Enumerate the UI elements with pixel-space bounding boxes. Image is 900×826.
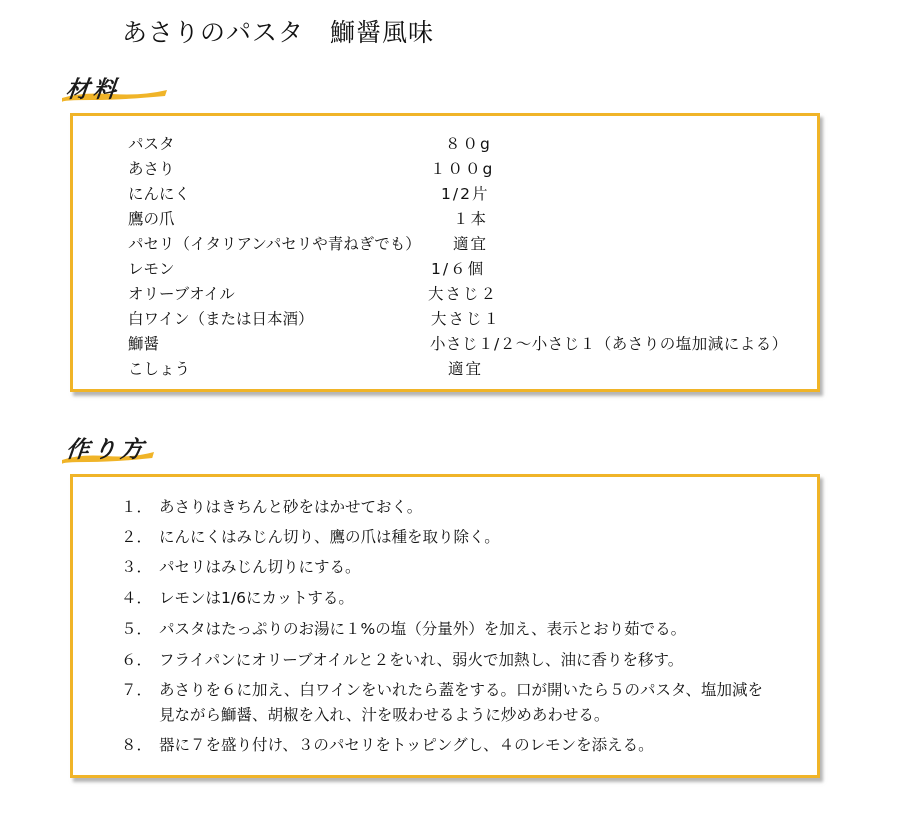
step-text: パセリはみじん切りにする。 — [159, 558, 361, 576]
step-number: ２． — [121, 528, 153, 546]
ingredient-row — [73, 257, 813, 282]
ingredients-heading-label: 材料 — [64, 76, 122, 103]
ingredient-row — [73, 207, 813, 232]
ingredient-name: 白ワイン（または日本酒） — [128, 310, 314, 328]
ingredient-row — [73, 307, 813, 332]
step-number: ６． — [121, 651, 153, 669]
step-text-continued: 見ながら鰤醤、胡椒を入れ、汁を吸わせるように炒めあわせる。 — [159, 706, 610, 724]
ingredient-qty: １本 — [453, 210, 489, 228]
ingredients-box — [70, 113, 820, 392]
ingredient-name: オリーブオイル — [128, 285, 235, 303]
step-text: あさりを６に加え、白ワインをいれたら蓋をする。口が開いたら５のパスタ、塩加減を — [159, 681, 764, 699]
ingredients-heading — [62, 74, 172, 114]
step-text: にんにくはみじん切り、鷹の爪は種を取り除く。 — [159, 528, 500, 546]
ingredient-row — [73, 332, 813, 357]
step-text: あさりはきちんと砂をはかせておく。 — [159, 498, 423, 516]
step-text: フライパンにオリーブオイルと２をいれ、弱火で加熱し、油に香りを移す。 — [159, 651, 684, 669]
ingredient-qty: 1/６個 — [431, 260, 486, 278]
step-text: 器に７を盛り付け、３のパセリをトッピングし、４のレモンを添える。 — [159, 736, 654, 754]
ingredient-name: 鰤醤 — [128, 335, 160, 353]
step-text: レモンは1/6にカットする。 — [159, 589, 354, 607]
ingredient-qty: 適宜 — [448, 360, 484, 378]
ingredient-name: パセリ（イタリアンパセリや青ねぎでも） — [128, 235, 421, 253]
ingredient-row — [73, 157, 813, 182]
steps-heading — [62, 434, 172, 474]
ingredient-row — [73, 182, 813, 207]
ingredient-qty: 1/2片 — [441, 185, 490, 203]
step-number: ３． — [121, 558, 153, 576]
ingredient-row — [73, 357, 813, 382]
ingredient-name: レモン — [128, 260, 175, 278]
ingredient-qty: １００g — [430, 160, 495, 178]
step-number: ５． — [121, 620, 153, 638]
ingredient-qty: 大さじ１ — [431, 310, 502, 328]
ingredient-qty: 適宜 — [453, 235, 489, 253]
step-number: １． — [121, 498, 153, 516]
steps-heading-label: 作り方 — [64, 436, 149, 463]
ingredient-row — [73, 282, 813, 307]
ingredient-name: こしょう — [128, 360, 191, 378]
ingredient-qty: ８０g — [445, 135, 492, 153]
ingredient-name: パスタ — [128, 135, 175, 153]
recipe-title: あさりのパスタ 鰤醤風味 — [122, 18, 435, 47]
ingredient-qty: 小さじ１/２～小さじ１（あさりの塩加減による） — [430, 335, 788, 353]
step-number: ４． — [121, 589, 153, 607]
ingredient-name: にんにく — [128, 185, 191, 203]
steps-box — [70, 474, 820, 778]
ingredient-qty: 大さじ２ — [428, 285, 499, 303]
step-text: パスタはたっぷりのお湯に１%の塩（分量外）を加え、表示とおり茹でる。 — [159, 620, 687, 638]
step-number: ７． — [121, 681, 153, 699]
ingredient-row — [73, 232, 813, 257]
step-number: ８． — [121, 736, 153, 754]
ingredient-row — [73, 132, 813, 157]
ingredient-name: あさり — [128, 160, 175, 178]
ingredient-name: 鷹の爪 — [128, 210, 175, 228]
